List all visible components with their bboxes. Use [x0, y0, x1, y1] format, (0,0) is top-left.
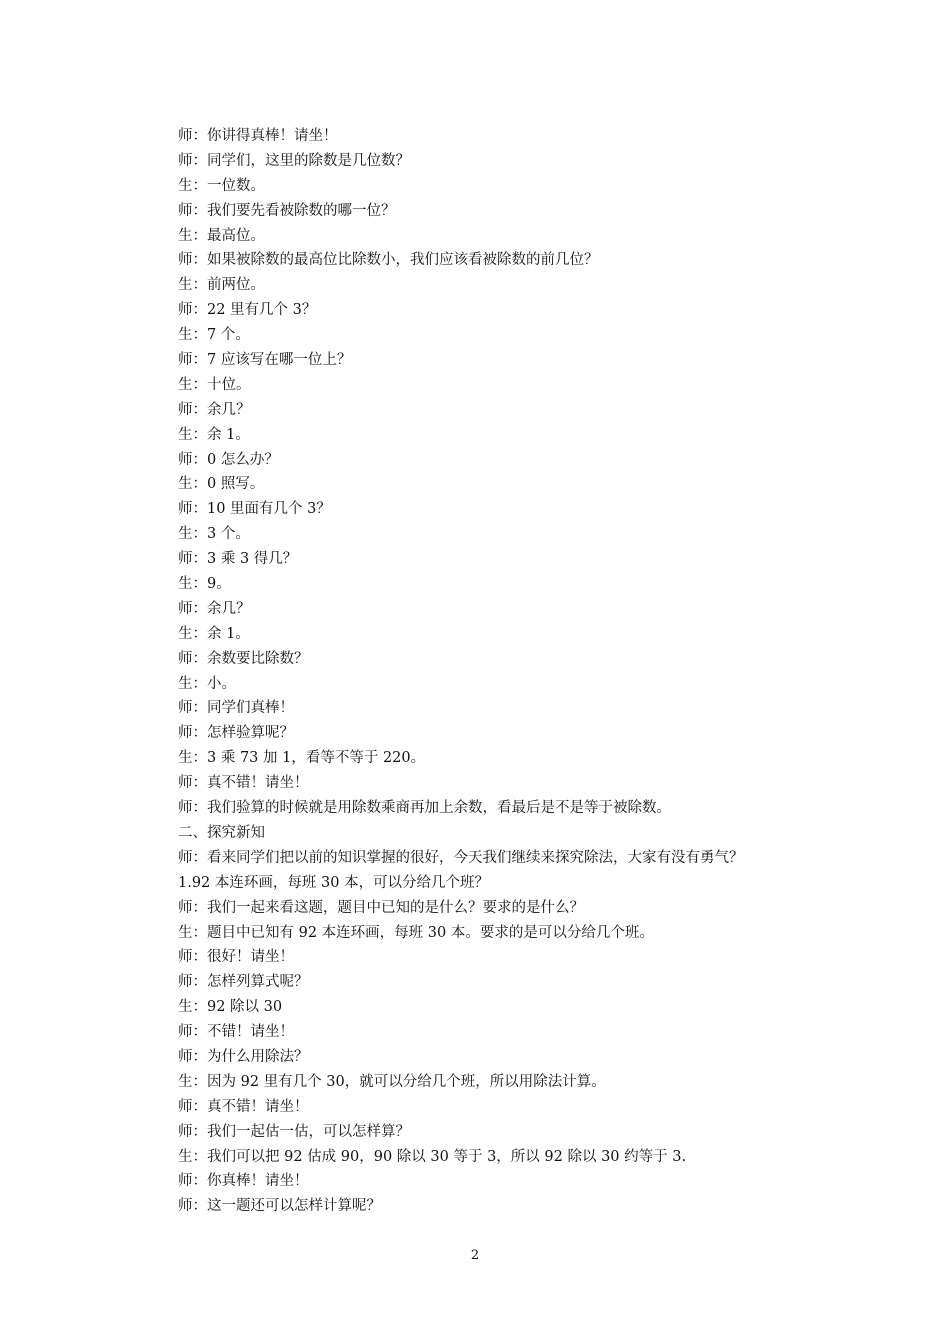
transcript-line: 师：7 应该写在哪一位上？ [178, 352, 352, 369]
transcript-line: 师：0 怎么办？ [178, 451, 279, 468]
transcript-line: 生：前两位。 [178, 277, 265, 294]
page-number: 2 [470, 1248, 480, 1263]
transcript-line: 生：最高位。 [178, 227, 265, 244]
transcript-line: 师：余几？ [178, 600, 251, 617]
transcript-line: 生：我们可以把 92 估成 90，90 除以 30 等于 3，所以 92 除以 30 约等于 3. [178, 1148, 687, 1165]
transcript-line: 师：如果被除数的最高位比除数小，我们应该看被除数的前几位？ [178, 252, 599, 269]
transcript-line: 师：22 里有几个 3？ [178, 302, 317, 319]
transcript-line: 生：一位数。 [178, 177, 265, 194]
transcript-line: 师：10 里面有几个 3？ [178, 501, 331, 518]
transcript-line: 生：余 1。 [178, 426, 250, 443]
transcript-body [178, 124, 858, 1219]
transcript-line: 生：题目中已知有 92 本连环画，每班 30 本。要求的是可以分给几个班。 [178, 924, 654, 941]
transcript-line: 生：9。 [178, 576, 231, 593]
transcript-line: 师：我们一起估一估，可以怎样算？ [178, 1123, 410, 1140]
transcript-line: 师：我们要先看被除数的哪一位？ [178, 202, 396, 219]
transcript-line: 师：你真棒！请坐！ [178, 1173, 309, 1190]
transcript-line: 生：小。 [178, 675, 236, 692]
transcript-line: 师：真不错！请坐！ [178, 775, 309, 792]
transcript-line: 师：不错！请坐！ [178, 1024, 294, 1041]
transcript-line: 师：余数要比除数？ [178, 650, 309, 667]
transcript-line: 师：余几？ [178, 401, 251, 418]
transcript-line: 师：3 乘 3 得几？ [178, 551, 298, 568]
transcript-line: 生：余 1。 [178, 625, 250, 642]
transcript-line: 生：92 除以 30 [178, 999, 283, 1016]
transcript-line: 生：3 个。 [178, 526, 250, 543]
transcript-line: 师：这一题还可以怎样计算呢？ [178, 1198, 381, 1215]
transcript-line: 师：同学们真棒！ [178, 700, 294, 717]
transcript-line: 师：我们验算的时候就是用除数乘商再加上余数，看最后是不是等于被除数。 [178, 800, 671, 817]
transcript-line: 生：7 个。 [178, 327, 250, 344]
transcript-line: 1.92 本连环画，每班 30 本，可以分给几个班？ [178, 874, 490, 891]
transcript-line: 生：0 照写。 [178, 476, 265, 493]
transcript-line: 生：十位。 [178, 376, 251, 393]
transcript-line: 二、探究新知 [178, 824, 265, 841]
transcript-line: 师：怎样验算呢？ [178, 725, 294, 742]
transcript-line: 师：看来同学们把以前的知识掌握的很好，今天我们继续来探究除法，大家有没有勇气？ [178, 849, 744, 866]
transcript-line: 师：我们一起来看这题，题目中已知的是什么？要求的是什么？ [178, 899, 584, 916]
transcript-line: 师：为什么用除法？ [178, 1048, 309, 1065]
transcript-line: 生：3 乘 73 加 1，看等不等于 220。 [178, 750, 426, 767]
transcript-line: 师：真不错！请坐！ [178, 1098, 309, 1115]
transcript-line: 师：你讲得真棒！请坐！ [178, 128, 338, 144]
transcript-line: 师：同学们，这里的除数是几位数？ [178, 152, 410, 169]
transcript-line: 师：怎样列算式呢？ [178, 974, 309, 991]
transcript-line: 师：很好！请坐！ [178, 949, 294, 966]
transcript-line: 生：因为 92 里有几个 30，就可以分给几个班，所以用除法计算。 [178, 1073, 606, 1090]
